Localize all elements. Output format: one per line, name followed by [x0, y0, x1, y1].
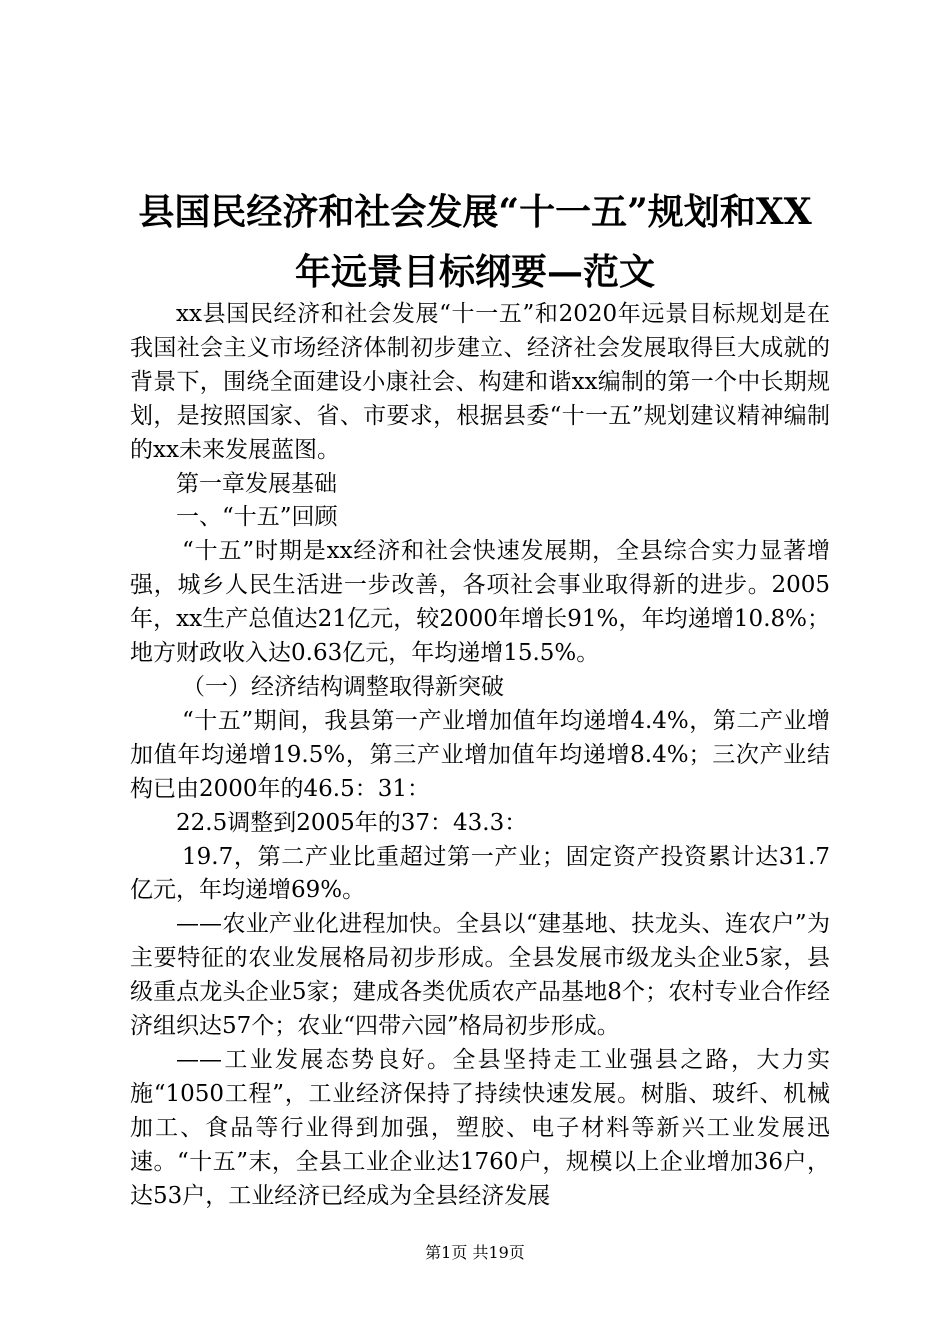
- page-number-footer: 第1页 共19页: [425, 1243, 525, 1262]
- paragraph-intro: xx县国民经济和社会发展“十一五”和2020年远景目标规划是在我国社会主义市场经济体制初步建立、经济社会发展取得巨大成就的背景下，围绕全面建设小康社会、构建和谐xx编制的第一个中长期规划，是按照国家、省、市要求，根据县委“十一五”规划建议精神编制的xx未来发展蓝图。: [130, 301, 830, 463]
- document-title-line-2: 年远景目标纲要—范文: [294, 251, 655, 293]
- paragraph-review: “十五”时期是xx经济和社会快速发展期，全县综合实力显著增强，城乡人民生活进一步改善，各项社会事业取得新的进步。2005年，xx生产总值达21亿元，较2000年增长91%，年均递增10.8%；地方财政收入达0.63亿元，年均递增15.5%。: [130, 538, 830, 667]
- paragraph-structure-line: 22.5调整到2005年的37：43.3：: [176, 809, 528, 836]
- paragraph-industry-growth: “十五”期间，我县第一产业增加值年均递增4.4%，第二产业增加值年均递增19.5%，第三产业增加值年均递增8.4%；三次产业结构已由2000年的46.5：31：: [130, 707, 830, 802]
- chapter-heading: 第一章发展基础: [176, 470, 337, 497]
- document-body: [130, 298, 830, 1213]
- paragraph-structure-continued: 19.7，第二产业比重超过第一产业；固定资产投资累计达31.7亿元，年均递增69%。: [130, 843, 830, 904]
- paragraph-agriculture: ——农业产业化进程加快。全县以“建基地、扶龙头、连农户”为主要特征的农业发展格局初步形成。全县发展市级龙头企业5家，县级重点龙头企业5家；建成各类优质农产品基地8个；农村专业合作经济组织达57个；农业“四带六园”格局初步形成。: [130, 911, 830, 1040]
- document-title-line-1: 县国民经济和社会发展“十一五”规划和XX: [138, 191, 812, 233]
- subsection-heading: （一）经济结构调整取得新突破: [182, 673, 504, 700]
- paragraph-industry: ——工业发展态势良好。全县坚持走工业强县之路，大力实施“1050工程”，工业经济保持了持续快速发展。树脂、玻纤、机械加工、食品等行业得到加强，塑胶、电子材料等新兴工业发展迅速。“十五”末，全县工业企业达1760户，规模以上企业增加36户，达53户，工业经济已经成为全县经济发展: [130, 1046, 830, 1209]
- section-heading: 一、“十五”回顾: [176, 504, 338, 531]
